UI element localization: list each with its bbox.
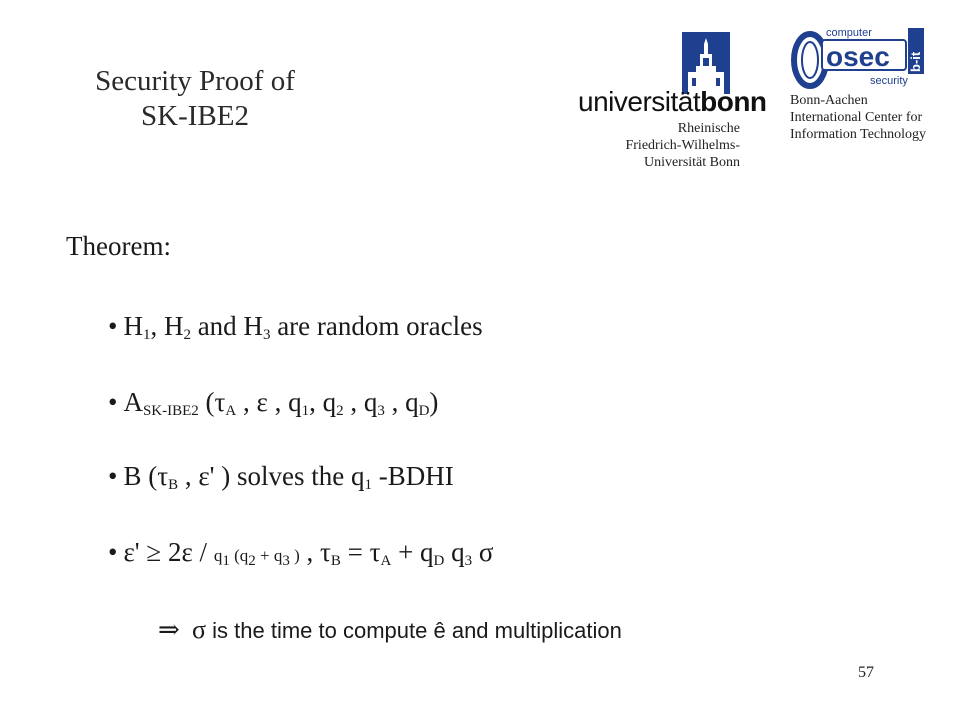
bonn-subtitle: Rheinische Friedrich-Wilhelms- Universität Bonn [625, 121, 740, 170]
bullet-adversary: • $A_{SK-IBE2}$ ($\tau_A$ , ε , $q_1$, $q_2$ , $q_3$ , $q_D$) [108, 387, 439, 419]
implies-arrow-icon: ⇒ [158, 615, 180, 644]
cosec-badge-icon [788, 26, 928, 92]
bullet-random-oracles: • $H_1$, $H_2$ and $H_3$ are random oracles [108, 311, 483, 343]
slide-title [70, 64, 320, 134]
svg-text:security: security [870, 75, 908, 87]
cosec-subtitle: Bonn-Aachen International Center for Information Technology [790, 93, 927, 142]
svg-text:osec: osec [826, 41, 890, 72]
svg-text:b-it: b-it [908, 51, 923, 72]
theorem-heading: Theorem: [66, 231, 171, 261]
bullet-bound: • $\varepsilon' \ge 2\varepsilon / q_1$ ($q_2 + q_3$ ) , $\tau_B = \tau_A + q_D$ $q_3$ σ [108, 537, 494, 569]
bullet-bdhi: • B ($\tau_B$ , ε' ) solves the $q_1$ -BDHI [108, 461, 454, 493]
page-number: 57 [858, 664, 874, 681]
svg-text:computer: computer [826, 27, 872, 39]
bonn-wordmark: universitätbonn [578, 86, 767, 117]
cosec-logo [786, 26, 946, 150]
university-bonn-logo [578, 30, 767, 170]
title-line-2: SK-IBE2 [141, 100, 249, 132]
implication-note: ⇒ σ is the time to compute ê and multiplication [158, 615, 622, 644]
bonn-building-icon [682, 32, 730, 94]
title-line-1: Security Proof of [95, 65, 295, 97]
